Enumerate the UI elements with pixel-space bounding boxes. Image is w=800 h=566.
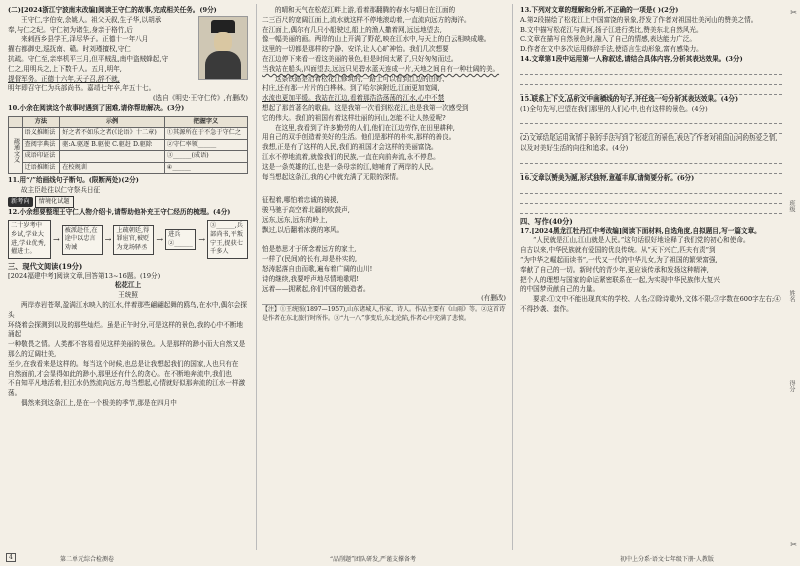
q13-option-b: B.文中描写松花江与黄河,扬子江进行类比,赞美东北自然风光。: [520, 25, 703, 34]
article-para1-line: 自然面前,才会显得如此的渺小,那里还有什么的贪心。在不断地奔流中,我们也: [8, 369, 232, 378]
answer-line[interactable]: [520, 75, 782, 85]
poem-line: 远东,远东,远东的岭上,: [262, 215, 328, 224]
poem-line: 征程着,哪怕着忠诚的骑援,: [262, 196, 339, 205]
question-15: 15.联系上下文,品析文中画横线的句子,并任选一句分析其表达效果。(4分): [520, 94, 739, 103]
q13-option-d: D.作者在文中多次运用修辞手法,使语言生动形象,富有感染力。: [520, 45, 703, 54]
poem-line: 飘过,以后翻着冰漠的寒风。: [262, 225, 344, 234]
writing-requirements: 要求:①文中不能出现真实的学校、人名;②除诗歌外,文体不限;③字数在600字左右;④不得抄袭、套作。: [520, 295, 781, 313]
section-3-title: 三、现代文阅读(19分): [8, 261, 83, 271]
answer-line[interactable]: [520, 204, 782, 214]
table-cell: ③______(成语): [164, 151, 247, 163]
poem-line: 怒涛起落自由而歌,遍布着广阔的山川!: [262, 264, 373, 273]
experience-flowchart: [8, 220, 248, 258]
question-13: 13.下列对文章的理解和分析,不正确的一项是( )(2分): [520, 6, 679, 14]
article-para3-line: 这里的一切都是那样的宁静、安详,让人心旷神怡。我们几次想要: [262, 45, 449, 54]
article-para4-line: 村庄,还有那一片片的白桦林。到了哈尔滨附近,江面更加宽阔,: [262, 84, 440, 93]
article-para5-line: 江水不停地流着,就像我们的民族,一直在向前奔流,永不停息。: [262, 152, 440, 161]
question-16: 16.文章以赞美为题,形式独特,意蕴丰厚,请简要分析。(6分): [520, 173, 695, 182]
article-title: 松花江上: [114, 281, 142, 290]
page-number: 4: [6, 553, 16, 562]
answer-line[interactable]: [520, 164, 782, 174]
question-10: 10.小余在阅读这个故事时遇到了困难,请你帮助解决。(3分): [8, 103, 185, 112]
table-cell: 语义推断法: [22, 128, 60, 140]
material-line: “为中华之崛起而读书”,一代又一代的中华儿女,为了祖国的繁荣富强,: [520, 255, 718, 264]
footnote: 【注】①王统照(1897—1957),山东诸城人,作家、诗人。作品主要有《山雨》等。②这首诗是作者在东北旅行时所作。③“九一八”事变后,东北沦陷,作者心中充满了悲愤。: [262, 306, 506, 322]
article-para1-line: 至少,在我看来是这样的。每当这个时候,也总是让我想起我们的国家,人也只有在: [8, 359, 239, 368]
table-cell: ②守仁率领______: [164, 139, 247, 151]
article-para5-line: 用自己的双手创造着美好的生活。他们是那样的朴实,那样的善良。: [262, 133, 456, 142]
section-4-title: 四、写作(40分): [520, 216, 573, 226]
answer-line[interactable]: [520, 154, 782, 164]
question-14: 14.文章第1段中运用第一人称叙述,请结合具体内容,分析其表达效果。(3分): [520, 54, 743, 63]
column-divider-2: [512, 4, 513, 550]
source-line-6: 提督军务。正德十六年,天子召,辞不就,: [8, 74, 120, 83]
article-para2: 偶然来到这条江上,是在一个极美的季节,那是在四月中: [21, 398, 177, 407]
answer-line[interactable]: [520, 114, 782, 124]
article-para1-line: 环绕着会探测到以及的那些灿烂。虽是正午时分,可是这样的景色,我的心中不断地涌起: [8, 320, 243, 339]
table-cell: 迁语推断法: [22, 162, 60, 174]
answer-line[interactable]: [520, 124, 782, 134]
table-cell: [60, 151, 165, 163]
material-line: 奉献了自己的一切。新时代的青少年,更应该传承和发扬这种精神,: [520, 265, 709, 274]
footer-left: 第二单元综合检测卷: [60, 556, 115, 563]
material-line: 的中国梦贡献自己的力量。: [520, 285, 600, 294]
flow-step: 进兵②______: [165, 229, 196, 250]
source-line-5: 仁之,用明兵之,上下数千人。五月,明年,: [8, 64, 122, 73]
material-line: 自古以来,中华民族就有爱国的优良传统。从“天下兴亡,匹夫有责”到: [520, 246, 716, 255]
question-12: 12.小余想要整理王守仁人物介绍卡,请帮助他补充王守仁经历的梳理。(4分): [8, 207, 231, 216]
poem-line: 怕是愁思才于所念着远方的家土,: [262, 245, 357, 254]
side-label-name: 姓名: [788, 290, 795, 302]
table-header: 把握字义: [164, 116, 247, 128]
table-cell: ①其源所在于不急于守仁之: [164, 128, 247, 140]
article-para3-line: 在江边停下来看一看这美丽的景色,但是时间太紧了,只好匆匆而过。: [262, 54, 458, 63]
table-group-label: 疏通文义: [9, 128, 23, 174]
column-1: [8, 6, 248, 409]
table-header: 方法: [22, 116, 60, 128]
table-cell: ④______: [164, 162, 247, 174]
poem-line: 一样了(民间)的长有,却是朴实的,: [262, 255, 358, 264]
article-para1-line: 两岸赤岩苍翠,盈满江水映入的江水,伴着那些翩翩起舞的鸥鸟,在水中,偶尔会探头: [8, 301, 247, 319]
flow-step: ③______,兵部尚书,平叛宁王,捉获七千多人: [207, 220, 248, 258]
column-divider-1: [256, 4, 257, 550]
source-line-1: 奉,与仁之纪。守仁初为诸生,身亲于格竹,后: [8, 25, 133, 34]
material-line: “人民就是江山,江山就是人民。”这句话很好地诠释了我们党的初心和使命。: [533, 236, 750, 245]
column-2: [262, 6, 506, 323]
flow-step: 被派赴任,在途中以忠言劝诫: [62, 225, 103, 255]
article-para3-line: 二三百尺的宽阔江面上,流水就这样不停地滚动着,一直流向远方的海洋。: [262, 15, 471, 24]
poem-line: 骏马驰于高空着北疆的吹鼓声,: [262, 206, 350, 215]
article-para4-line: 水流也更加平缓。我站在江边,看着那浩浩荡荡的江水,心中不禁: [262, 94, 445, 103]
arrow-icon: →: [198, 234, 206, 244]
method-table: [8, 116, 248, 175]
article-para5-line: 这是一条英雄的江,也是一条母亲的江,她哺育了两岸的人民。: [262, 162, 438, 171]
article-para4-line: 想起了那首著名的歌曲。这是我第一次看到松花江,也是我第一次感受到: [262, 103, 469, 112]
q13-option-c: C.文章在描写自然景色时,融入了自己的情感,表达能力广泛。: [520, 35, 696, 44]
article-para5-line: 在这里,我看到了许多勤劳的人们,他们在江边劳作,在田里耕种,: [275, 123, 455, 132]
side-label-score: 得分: [788, 380, 795, 392]
table-cell: 好之者不如乐之者(《论语》十二章): [60, 128, 165, 140]
new-direction-tag: 新考向: [8, 197, 33, 207]
table-cell: 驱:A.驱逐 B.驱使 C.驱赶 D.驱除: [60, 139, 165, 151]
footer-center: “品削题”团队研发,严谨支撑备考: [330, 556, 417, 563]
poem-block: [262, 196, 506, 294]
answer-line[interactable]: [520, 184, 782, 194]
source-line-0: 王守仁,字伯安,余姚人。祖父天叙,生子华,以胡承: [21, 15, 162, 24]
table-cell: 在校规训: [60, 162, 165, 174]
poem-line: [262, 236, 506, 246]
flow-step: 上疏朝廷,得罪宦官,被贬为龙场驿丞: [113, 225, 154, 255]
poem-source: (有删改): [481, 294, 506, 303]
arrow-icon: →: [52, 234, 60, 244]
scissors-icon: ✂: [790, 8, 797, 17]
article-para3-line: 在江面上,偶尔有几只小船驶过,船上的渔人撒着网,远远地望去,: [262, 25, 442, 34]
article-para5-line: 我想,正是有了这样的人民,我们的祖国才会这样的美丽富饶。: [262, 143, 438, 152]
section-intro: (二)[2024浙江宁波南末改编]阅读王守仁的故事,完成相关任务。(9分): [8, 6, 217, 14]
question-13-intro: [2024福建中考]阅读文章,回答第13~16题。(19分): [8, 271, 161, 280]
source-line-3: 擢右都御史,巡抚南、赣。时刘瑾擅权,守仁: [8, 45, 131, 54]
answer-line[interactable]: [520, 65, 782, 75]
article-para1-line: 一种敬畏之情。人类都不容易看见这样美丽的景色。人是那样的渺小而大自然又是那么的辽阔壮美,: [8, 340, 246, 358]
wavy-underlined-sentence: 当我站在船头,四面望去,远远只见碧水蓝天连成一片,天地之间自有一种壮阔的美。: [262, 64, 500, 73]
wang-shouren-portrait: [198, 16, 248, 80]
source-citation: (选自《明史·王守仁传》,有删改): [152, 94, 248, 103]
material-line: 把个人的理想与国家的命运紧密联系在一起,为实现中华民族伟大复兴: [520, 275, 720, 284]
question-15-part1: (1)全句先写,巴望在我们那里的人们心中,也有这样的景色。(4分): [520, 104, 708, 113]
source-line-4: 抗疏。守仁至,亲率机平三月,但平贼乱,南中盗贼蜂起,守: [8, 54, 169, 63]
side-label-class: 班级: [788, 200, 795, 212]
table-cell: 成语印证法: [22, 151, 60, 163]
answer-line[interactable]: [520, 85, 782, 95]
poem-line: 远着——拥紧起,你们中国的锻造者。: [262, 284, 370, 293]
column-3: [520, 6, 782, 315]
article-para4-line: 它的伟大。我们的祖国有着这样壮丽的河山,怎能不让人热爱呢?: [262, 113, 446, 122]
question-11: 11.用“/”给画线句子断句。(限断两处)(2分): [8, 176, 139, 185]
source-line-2: 来刺西乡县学王,泽尽华子。正德十一年八月: [21, 35, 149, 44]
question-11-text: 故主臣赴往以仁守祭兵日征: [21, 186, 101, 195]
article-para5-line: 每当想起这条江,我的心中就充满了无限的深情。: [262, 172, 403, 181]
table-cell: 查阅字典法: [22, 139, 60, 151]
table-corner: [9, 116, 23, 128]
arrow-icon: →: [156, 234, 164, 244]
question-17: 17.[2024黑龙江牡丹江中考改编]阅读下面材料,自选角度,自拟题目,写一篇文章。: [520, 226, 761, 235]
flow-step: 二十岁考中乡试,学业大进,学业优秀,擢进士。: [8, 220, 51, 258]
footer-right: 初中上分系·语文七年级下册·人教版: [620, 556, 714, 563]
article-para3-line: 的晴和天气在松花江畔上游,看着那翻腾的春水与晴日在江面的: [275, 6, 456, 14]
source-line-7: 明年即召守仁为兵部尚书。嘉靖七年卒,年五十七。: [8, 84, 156, 93]
article-para3-line: 像一幅美丽的画。两岸的山上开满了野花,映在江水中,与天上的白云相映成趣。: [262, 35, 491, 44]
scissors-icon: ✂: [790, 540, 797, 549]
article-para1-line: 不自知平凡地活着,但江水仍然流向远方,每当想起,心情就好似那奔流的江水一样激荡。: [8, 379, 246, 398]
article-para4-line: 这条铁路是沿着松花江修筑的,一路上可以看到江边的田野、: [275, 74, 449, 83]
poem-line: 诗的继续,我要呼声地尽情地歌唱!: [262, 274, 360, 283]
question-15-part2: (2)文章结尾运用寓情于景的手法写到了松花江的景色,表达了作者对祖国山河的热爱之情,以及对美好生活的向往和追求。(4分): [520, 134, 778, 153]
situational-tag: 情境化试题: [35, 196, 74, 208]
q13-option-a: A.第2段描绘了松花江上中国富饶的景象,抒发了作者对祖国壮美河山的赞美之情。: [520, 15, 758, 24]
article-author: 王统照: [118, 291, 138, 300]
answer-line[interactable]: [520, 194, 782, 204]
table-header: 示例: [60, 116, 165, 128]
arrow-icon: →: [104, 234, 112, 244]
